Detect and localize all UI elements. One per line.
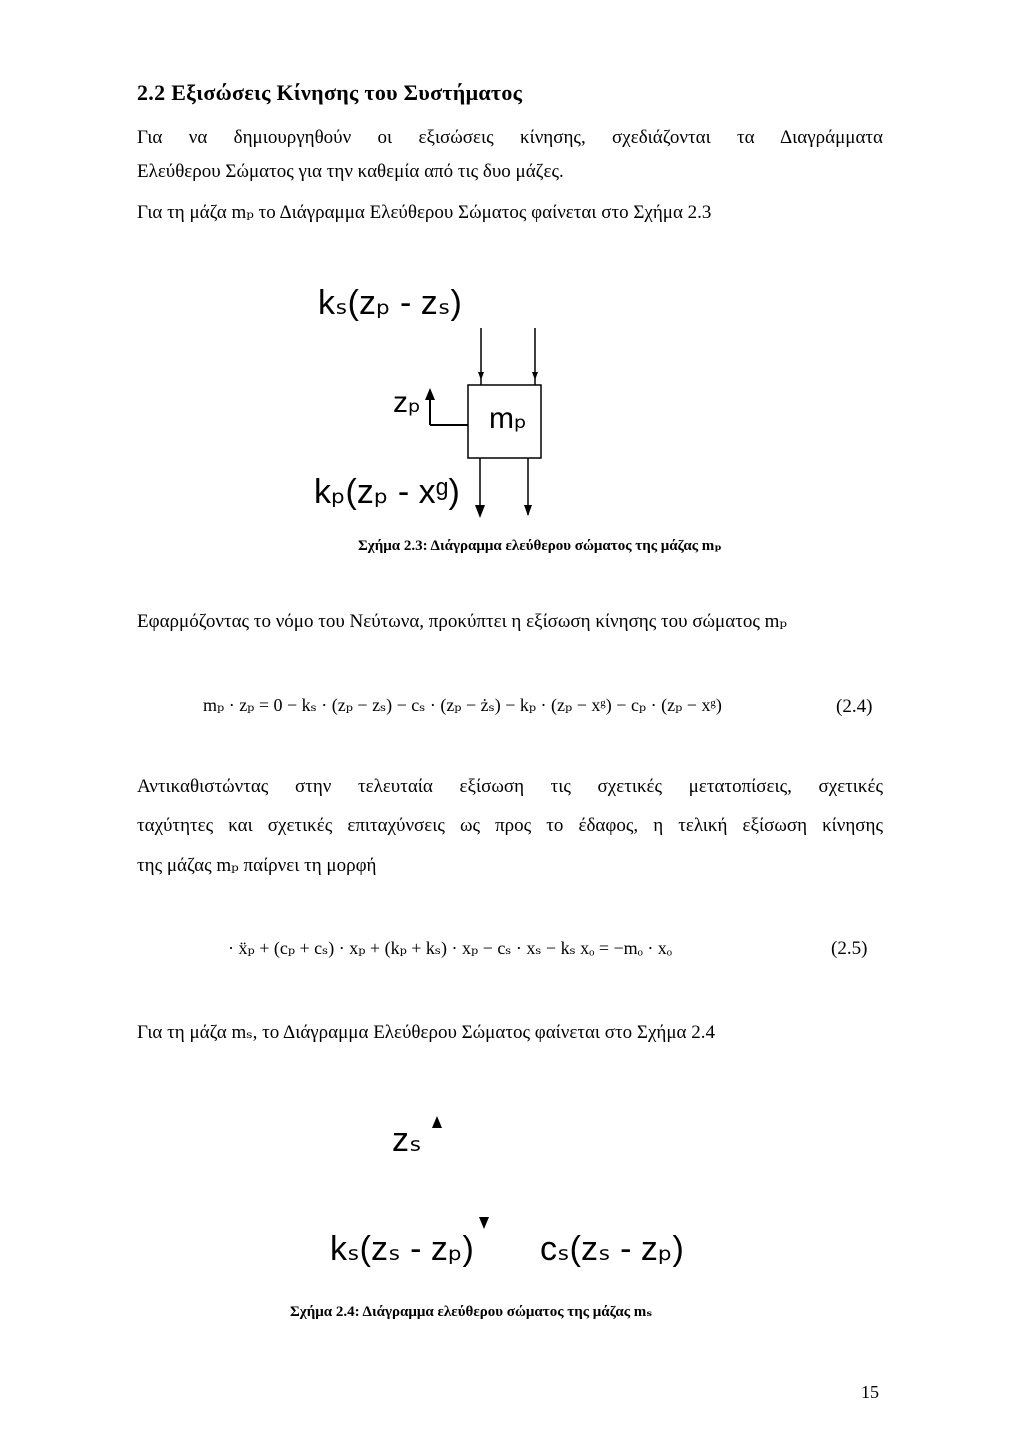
figure-2-4-damper-force-label: cₛ(zₛ - zₚ): [540, 1230, 684, 1268]
paragraph-line: Για τη μάζα mₚ το Διάγραμμα Ελεύθερου Σώματος φαίνεται στο Σχήμα 2.3: [137, 202, 712, 223]
paragraph-line: Εφαρμόζοντας το νόμο του Νεύτωνα, προκύπτει η εξίσωση κίνησης του σώματος mₚ: [137, 611, 787, 632]
figure-2-3-bottom-force-label: kₚ(zₚ - xᵍ): [314, 473, 460, 511]
force-arrowhead: [479, 1217, 489, 1229]
figure-2-3-top-force-label: kₛ(zₚ - zₛ): [318, 284, 462, 322]
paragraph-line: ταχύτητες και σχετικές επιταχύνσεις ως προς το έδαφος, η τελική εξίσωση κίνησης: [137, 815, 883, 836]
equation-2-5: · ẍₚ + (cₚ + cₛ) · xₚ + (kₚ + kₛ) · xₚ − cₛ · xₛ − kₛ xₒ = −mₒ · xₒ: [228, 938, 672, 958]
figure-2-3-displacement-label: zₚ: [393, 386, 421, 419]
figure-2-3-caption: Σχήμα 2.3: Διάγραμμα ελεύθερου σώματος της μάζας mₚ: [358, 538, 722, 554]
figure-2-4-displacement-label: zₛ: [392, 1121, 422, 1159]
equation-2-4: mₚ · zₚ = 0 − kₛ · (zₚ − zₛ) − cₛ · (zₚ − żₛ) − kₚ · (zₚ − xᵍ) − cₚ · (zₚ − xᵍ): [203, 695, 722, 715]
paragraph-line: της μάζας mₚ παίρνει τη μορφή: [137, 855, 377, 876]
figure-2-4-spring-force-label: kₛ(zₛ - zₚ): [330, 1230, 474, 1268]
paragraph-line: Ελεύθερου Σώματος για την καθεμία από τις δυο μάζες.: [137, 161, 564, 182]
displacement-arrowhead: [432, 1116, 442, 1128]
section-heading: 2.2 Εξισώσεις Κίνησης του Συστήματος: [137, 80, 523, 105]
figure-2-3-mass-label: mₚ: [489, 402, 527, 435]
figure-2-4-caption: Σχήμα 2.4: Διάγραμμα ελεύθερου σώματος της μάζας mₛ: [290, 1304, 653, 1320]
page-number: 15: [861, 1382, 879, 1402]
paragraph-line: Για τη μάζα mₛ, το Διάγραμμα Ελεύθερου Σώματος φαίνεται στο Σχήμα 2.4: [137, 1022, 715, 1043]
paragraph-line: Για να δημιουργηθούν οι εξισώσεις κίνησης, σχεδιάζονται τα Διαγράμματα: [137, 127, 883, 148]
equation-2-5-number: (2.5): [831, 938, 868, 959]
equation-2-4-number: (2.4): [836, 696, 873, 717]
paragraph-line: Αντικαθιστώντας στην τελευταία εξίσωση τις σχετικές μετατοπίσεις, σχετικές: [137, 776, 883, 797]
